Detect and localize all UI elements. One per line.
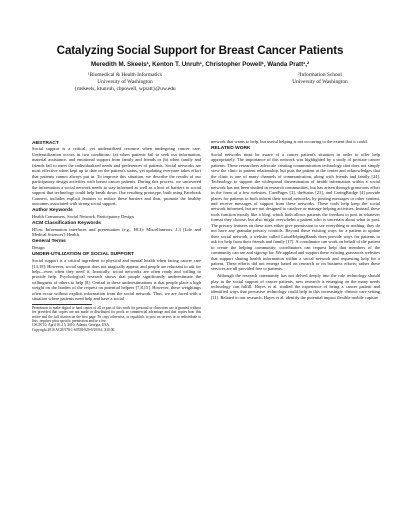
affiliation-right <box>245 72 395 86</box>
general-terms-heading: General Terms <box>32 239 66 245</box>
right-column <box>211 139 380 302</box>
acm-text: H5.m. Information interfaces and presentation (e.g., HCI): Miscellaneous. J.3 [Life and Medical Sciences]: Health. <box>32 226 201 238</box>
paper-title: Catalyzing Social Support for Breast Cancer Patients <box>56 44 344 57</box>
related-work-paragraph-2: Although the research community has not delved deeply into the role technology should play in the social support of cancer patients, new research is emerging on the many needs technology can fulfill. Hayes et al. studied the experience of being a cancer patient and identified ways that pervasive technology could help in this increasingly chronic care setting [11]. Related to our research, Hayes et al. identify the potential impact flexible mobile capture <box>211 273 380 300</box>
affiliation-univ: University of Washington <box>97 79 153 86</box>
affiliation-dept: ¹Biomedical & Health Informatics <box>88 72 162 78</box>
keywords-text: Health Consumers, Social Network, Participatory Design <box>32 213 134 219</box>
general-terms-text: Design <box>32 245 45 251</box>
copyright-footnote: Permission to make digital or hard copies of all or part of this work for personal or classroom use is granted without fee provided that copies are not made or distributed for profit or commercial advantage and that copies bear this notice and the full citation on the first page. To copy otherwise, or republish, to post on servers or to redistribute to lists, requires prior specific permission and/or a fee. <box>32 305 201 323</box>
affiliation-emails: {mskeels, ktunruh, cbpowell, wpratt}@uw.edu <box>74 86 176 93</box>
left-column <box>32 139 201 332</box>
acm-heading: ACM Classification Keywords <box>32 220 102 226</box>
copyright-line: Copyright 2010 ACM 978-1-60558-929-9/10/04...$10.00. <box>32 327 116 332</box>
abstract-heading: ABSTRACT <box>32 140 59 146</box>
section-heading: UNDER-UTILIZATION OF SOCIAL SUPPORT <box>32 252 134 258</box>
related-work-text: Social networks must be aware of a cancer patient's situation in order to offer help appropriately. The importance of this network was highlighted by a study of prostate cancer patients. These researchers advocate creating communication technology that does not simply view the clinic to patient relationship, but puts the patient at the center and acknowledges that the clinic is one of many channels of communication, along with friends and family [24]. Technology to support the widespread dissemination of health information within a social network has not been studied in research communities, but has arisen through grassroots effort in the form of a few websites. CarePages [3], theStatus [23], and CaringBridge [4] provide places for patients to both inform their social networks, by posting messages or other content, and receive messages of support from these networks. These tools help keep the social network informed, but are not designed to catalyze or manage helping activities. Instead, these tools function mostly like a blog, which both allows patients the freedom to post in whatever format they choose, but also might overwhelm a patient who is uncertain about what to post. The privacy features on these sites either give permission to see everything or nothing, they do not have any granular privacy controls. Beyond these existing ways for a patient to update their social network, a website called LotsaHelpingHands does provide ways for patients to ask for help from their friends and family [17]. A coordinator can work on behalf of the patient to create the helping community; coordinators can request help that members of the community can see and sign-up for. We applaud and support these existing grassroots websites that support sharing health information within a social network and requesting help for a patient. These efforts did not emerge based on research or on business efforts; rather these services are all provided free to patients. <box>211 151 380 272</box>
keywords-heading: Author Keywords <box>32 207 73 213</box>
abstract-text: Social support is a critical, yet underutilized resource when undergoing cancer care. Underutilization occurs in two conditions: (a) when patients fail to seek out information, material assistance, and emotional support from family and friends or (b) when family and friends fail to meet the individualized needs and preferences of patients. Social networks are most effective when kept up to date on the patient's status, yet updating everyone takes effort that patients cannot always put in. To improve this situation, we describe the results of our participatory design activities with breast cancer patients. During this process, we uncovered the information a social network needs to stay informed as well as a host of barriers to social support that technology could help break down. Our resulting prototype, built using Facebook Connect, includes explicit features to reduce these barriers and thus, promote the healthy outcomes associated with strong social support. <box>32 146 201 206</box>
footnote-divider <box>32 304 92 305</box>
affiliation-univ: University of Washington <box>292 79 348 86</box>
continued-text: network that wants to help, but useful helping is not occurring to the extent that it could. <box>211 139 368 144</box>
related-work-heading: RELATED WORK <box>211 145 251 151</box>
section-text: Social support is a critical ingredient to physical and mental health when facing cancer care [13,18]. However, social support does not magically appear, and people are reluctant to ask for help—even when they need it. Ironically, social networks are often ready and willing to provide help. Psychological research shows that people significantly underestimate the willingness of others to help [8]. Central to these underestimations is that people place a high weight on the burden of the request on potential helpers [7,8,15]. However, these weightings often occur without explicit information from the social network. Thus, we are faced with a situation where patients need help and have a social <box>32 258 201 302</box>
affiliation-left <box>40 72 210 94</box>
author-list: Meredith M. Skeels¹, Kenton T. Unruh¹, Christopher Powell¹, Wanda Pratt¹,² <box>90 61 310 68</box>
affiliation-dept: ²Information School <box>298 72 342 78</box>
conference-line: CSCW'10, April 10–15, 2010, Atlanta, Georgia, USA. <box>32 323 110 328</box>
